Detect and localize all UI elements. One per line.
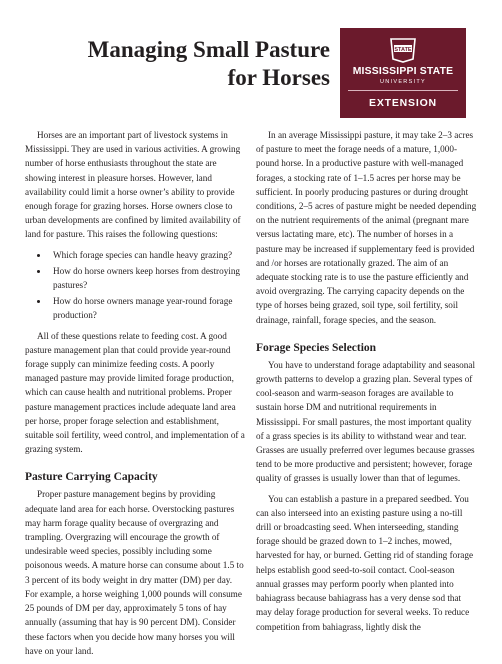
logo-divider [348,90,458,91]
body-paragraph: You can establish a pasture in a prepared seedbed. You can also interseed into an existing pasture using a no-till drill or broadcasting seed. When interseeding, standing forage should be grazed down to 1–2 inches, mowed, harvested for hay, or burned. Getting rid of standing forage helps establish good seed-to-soil contact. Cool-season annual grasses may perform poorly when planted into bahiagrass because bahiagrass has a very dense sod that may delay forage production for several weeks. To reduce competition from bahiagrass, lightly disk the [256,493,474,632]
page-title [60,36,330,92]
msu-extension-logo [340,28,466,118]
logo-university-name: MISSISSIPPI STATE [352,66,454,77]
state-seal-icon [389,35,417,63]
intro-paragraph: Horses are an important part of livestock systems in Mississippi. They are used in various activities. A growing number of horse enthusiasts throughout the state are showing interest in pleasure horses. However, land availability could limit a horse owner’s ability to provide enough forage for grazing horses. Horse owners close to urban developments are confined by limited availability of land for pasture. This raises the following questions: [25,130,241,240]
left-column [25,128,247,664]
body-paragraph: In an average Mississippi pasture, it may take 2–3 acres of pasture to meet the forage needs of a mature, 1,000-pound horse. In a productive pasture with well-managed forages, a stocking rate of 1–1.5 acres per horse may be sufficient. In poorly producing pastures or during drought conditions, 2–5 acres of pasture might be needed depending on the nutrient requirements of the animal (pregnant mare versus lactating mare, etc). The number of horses in a pasture may be increased if supplementary feed is provided and /or horses are rotationally grazed. The aim of an adequate stocking rate is to use the pasture efficiently and avoid overgrazing. The carrying capacity depends on the type of horses being grazed, soil type, soil fertility, soil drainage, rainfall, forage species, and the season. [256,130,477,325]
section-heading-carrying-capacity: Pasture Carrying Capacity [25,471,158,484]
body-paragraph: You have to understand forage adaptability and seasonal growth patterns to develop a grazing plan. Several types of cool-season and warm-season forages are available to sustain horse DM and nutritional requirements in Mississippi. For small pastures, the most important quality of a grass species is its ability to withstand wear and tear. Grasses are usually preferred over legumes because grasses tend to be more productive and persistent; however, forage quality of grasses is usually lower than that of legumes. [256,359,476,484]
question-item: • How do horse owners manage year-round forage production? [49,294,247,322]
logo-extension-label: EXTENSION [369,97,437,109]
body-paragraph: Proper pasture management begins by providing adequate land area for each horse. Overstocking pastures may harm forage quality because of overgrazing and trampling. Overgrazing will encourage the growth of undesirable weed species, possibly including some poisonous weeds. A mature horse can consume about 1.5 to 3 percent of its body weight in dry matter (DM) per day. For example, a horse weighing 1,000 pounds will consume 25 pounds of DM per day, approximately 5 tons of hay annually (assuming that hay is 90 percent DM). Consider these factors when you decide how many horses you will have on your land. [25,489,244,656]
logo-university-label: UNIVERSITY [379,79,426,85]
title-line-1: Managing Small Pasture [87,37,330,62]
question-item: • Which forage species can handle heavy grazing? [49,248,247,262]
question-list [25,248,247,323]
question-item: • How do horse owners keep horses from destroying pastures? [49,264,247,292]
right-column [256,128,478,640]
title-line-2: for Horses [227,65,330,90]
svg-text:STATE: STATE [394,47,412,53]
body-paragraph: All of these questions relate to feeding cost. A good pasture management plan that could provide year-round forage supply can minimize feeding costs. A poorly managed pasture may provide limited forage production, which can cause health and nutritional problems. Proper pasture management practices include adequate land area per horse, proper forage selection and establishment, suitable soil fertility, weed control, and implementation of a grazing system. [25,330,245,455]
section-heading-forage-selection: Forage Species Selection [256,341,377,354]
